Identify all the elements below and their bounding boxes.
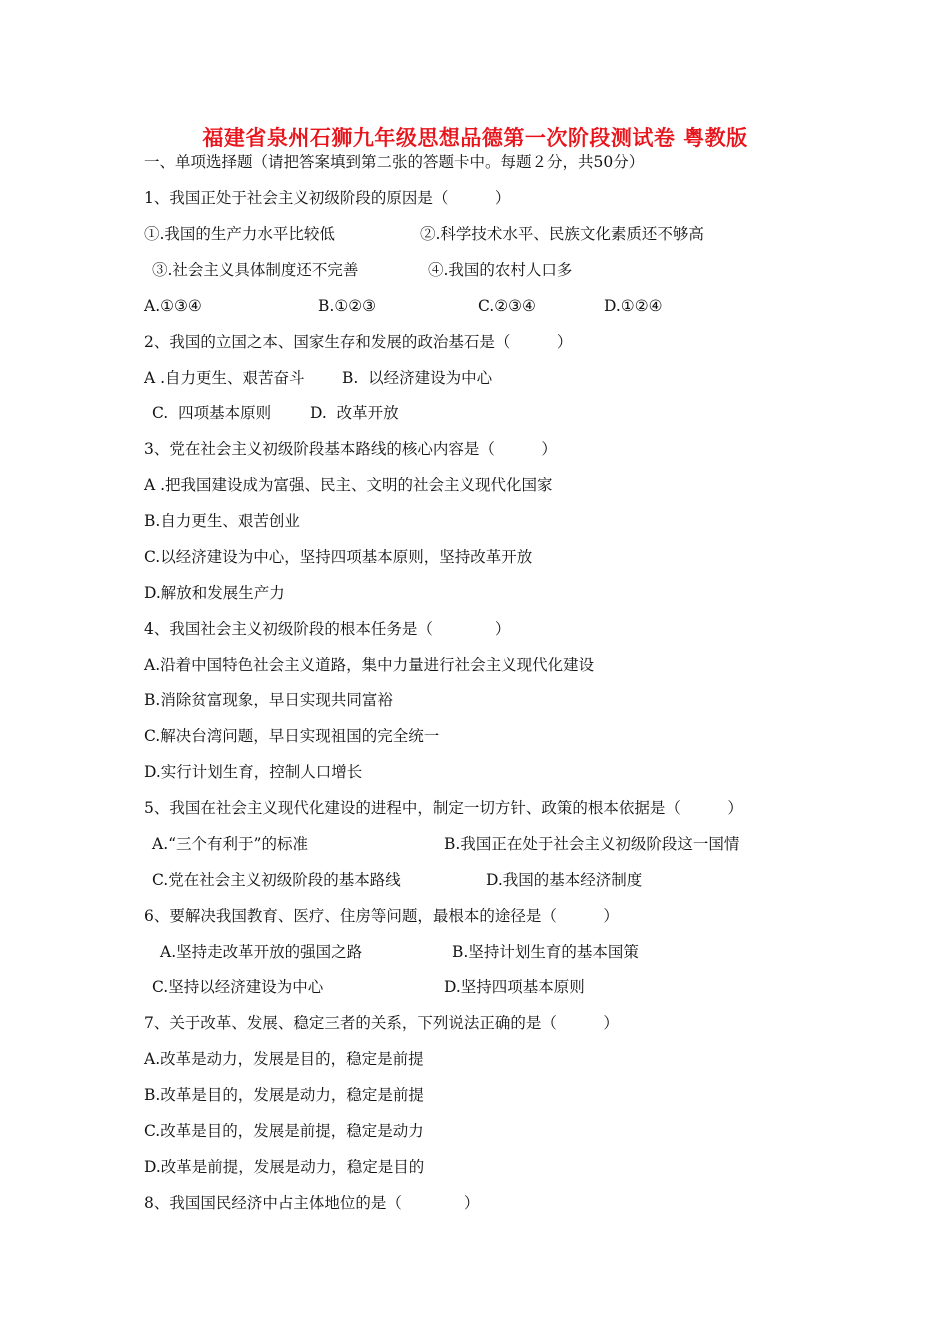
section-heading: 一、单项选择题（请把答案填到第二张的答题卡中。每题２分，共50分） [144,153,645,171]
q4-choice-d: D.实行计划生育，控制人口增长 [144,763,363,781]
q1-statement-2: ②.科学技术水平、民族文化素质还不够高 [420,225,704,243]
q1-choice-b: B.①②③ [318,297,377,315]
q5-choice-d: D.我国的基本经济制度 [486,871,643,889]
q3-choice-d: D.解放和发展生产力 [144,584,285,602]
q4-choice-c: C.解决台湾问题，早日实现祖国的完全统一 [144,727,440,745]
q7-choice-d: D.改革是前提，发展是动力，稳定是目的 [144,1158,425,1176]
q1-statement-1: ①.我国的生产力水平比较低 [144,225,335,243]
question-3-stem: 3、党在社会主义初级阶段基本路线的核心内容是（ ） [144,440,557,458]
q7-choice-b: B.改革是目的，发展是动力，稳定是前提 [144,1086,424,1104]
q5-choice-a: A.“三个有利于”的标准 [152,835,308,853]
q2-choice-c: C. 四项基本原则 [152,404,272,422]
q3-choice-b: B.自力更生、艰苦创业 [144,512,300,530]
q6-choice-a: A.坚持走改革开放的强国之路 [160,943,363,961]
q6-choice-b: B.坚持计划生育的基本国策 [452,943,639,961]
page-title: 福建省泉州石狮九年级思想品德第一次阶段测试卷 粤教版 [202,126,748,150]
q7-choice-a: A.改革是动力，发展是目的，稳定是前提 [144,1050,424,1068]
q2-choice-a: A .自力更生、艰苦奋斗 [144,369,305,387]
q1-choice-a: A.①③④ [144,297,202,315]
q1-choice-d: D.①②④ [604,297,663,315]
question-1-stem: 1、我国正处于社会主义初级阶段的原因是（ ） [144,189,511,207]
question-8-stem: 8、我国国民经济中占主体地位的是（ ） [144,1194,480,1212]
q1-statement-4: ④.我国的农村人口多 [428,261,573,279]
question-4-stem: 4、我国社会主义初级阶段的根本任务是（ ） [144,620,511,638]
q4-choice-a: A.沿着中国特色社会主义道路，集中力量进行社会主义现代化建设 [144,656,595,674]
q1-choice-c: C.②③④ [478,297,536,315]
q4-choice-b: B.消除贫富现象，早日实现共同富裕 [144,691,393,709]
q7-choice-c: C.改革是目的，发展是前提，稳定是动力 [144,1122,424,1140]
q3-choice-a: A .把我国建设成为富强、民主、文明的社会主义现代化国家 [144,476,553,494]
question-5-stem: 5、我国在社会主义现代化建设的进程中，制定一切方针、政策的根本依据是（ ） [144,799,743,817]
q1-statement-3: ③.社会主义具体制度还不完善 [152,261,359,279]
q5-choice-c: C.党在社会主义初级阶段的基本路线 [152,871,401,889]
question-7-stem: 7、关于改革、发展、稳定三者的关系，下列说法正确的是（ ） [144,1014,619,1032]
q2-choice-b: B. 以经济建设为中心 [342,369,493,387]
question-2-stem: 2、我国的立国之本、国家生存和发展的政治基石是（ ） [144,333,573,351]
q2-choice-d: D. 改革开放 [310,404,399,422]
q6-choice-c: C.坚持以经济建设为中心 [152,978,324,996]
q6-choice-d: D.坚持四项基本原则 [444,978,585,996]
q5-choice-b: B.我国正在处于社会主义初级阶段这一国情 [444,835,740,853]
q3-choice-c: C.以经济建设为中心，坚持四项基本原则，坚持改革开放 [144,548,533,566]
question-6-stem: 6、要解决我国教育、医疗、住房等问题，最根本的途径是（ ） [144,907,619,925]
